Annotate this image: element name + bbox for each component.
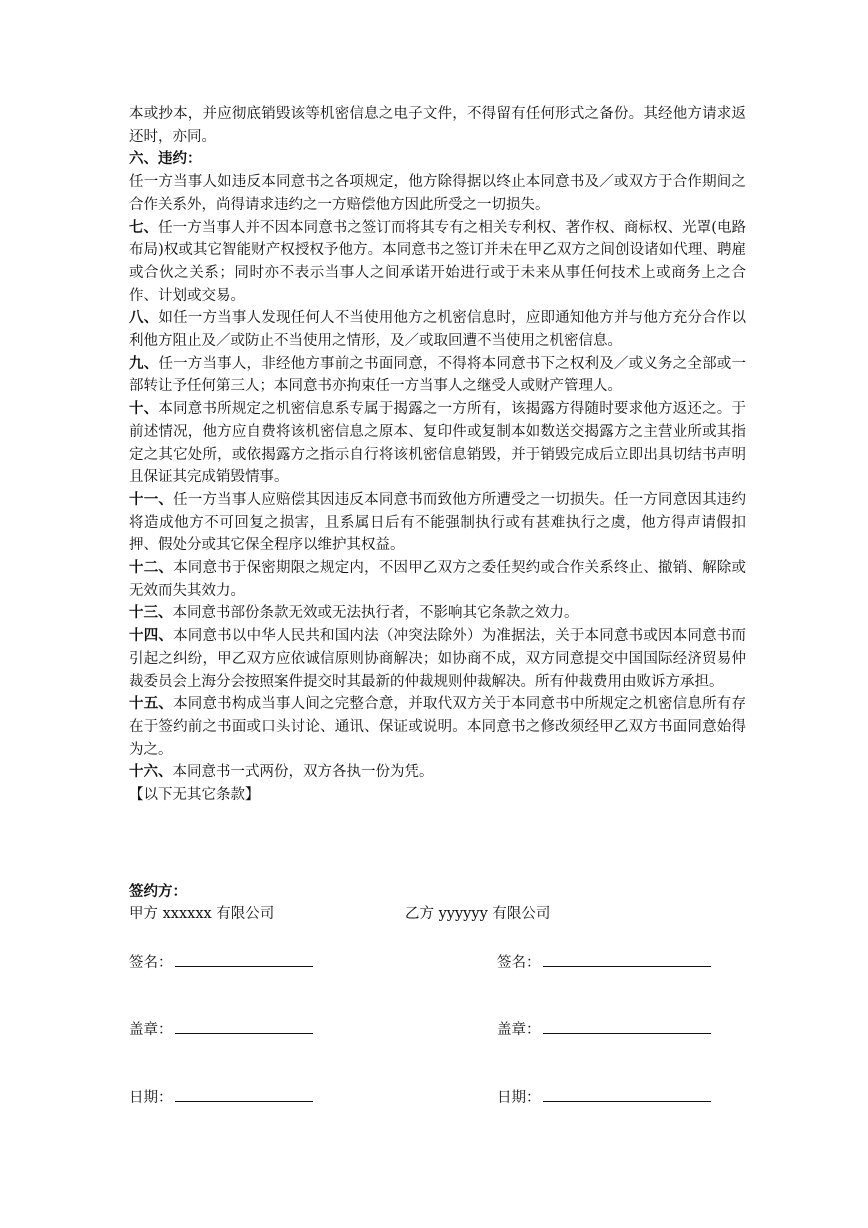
paragraph-breach [129,171,746,216]
contract-body [129,103,746,807]
clause-number: 十二、 [129,559,174,577]
party-b-signature-field [497,950,711,974]
end-of-clauses [129,784,746,807]
clause-number: 八、 [129,309,159,327]
clause-number: 十一、 [129,490,174,508]
signature-label: 签名： [497,955,541,971]
clause-number: 十四、 [129,627,174,645]
party-a-name: 甲方 xxxxxx 有限公司 [129,906,275,922]
clause-11 [129,489,746,557]
seal-blank-line [175,1017,313,1034]
clause-7 [129,217,746,308]
clause-text: 本同意书以中华人民共和国内法（冲突法除外）为准据法，关于本同意书或因本同意书而引起之纠纷，甲乙双方应依诚信原则协商解决；如协商不成，双方同意提交中国国际经济贸易仲裁委员会上海分会按照案件提交时其最新的仲裁规则仲裁解决。所有仲裁费用由败诉方承担。 [129,628,747,690]
clause-text: 本同意书所规定之机密信息系专属于揭露之一方所有，该揭露方得随时要求他方返还之。于前述情况，他方应自费将该机密信息之原本、复印件或复制本如数送交揭露方之主营业所或其指定之其它处所，或依揭露方之指示自行将该机密信息销毁，并于销毁完成后立即出具切结书声明且保证其完成销毁情事。 [129,401,746,486]
date-label: 日期： [497,1090,541,1106]
clause-text: 本同意书一式两份，双方各执一份为凭。 [172,764,434,781]
clause-number: 十六、 [129,763,173,781]
clause-14 [129,625,746,693]
clause-15 [129,693,746,761]
clause-number: 十三、 [129,604,173,622]
clause-number: 九、 [129,354,159,372]
date-label: 日期： [129,1090,173,1106]
paragraph-text: 任一方当事人如违反本同意书之各项规定，他方除得据以终止本同意书及／或双方于合作期间之合作关系外，尚得请求违约之一方赔偿他方因此所受之一切损失。 [129,174,746,213]
clause-number: 十、 [129,400,159,418]
paragraph-text: 【以下无其它条款】 [129,787,260,804]
clause-text: 本同意书构成当事人间之完整合意，并取代双方关于本同意书中所规定之机密信息所有存在于签约前之书面或口头讨论、通讯、保证或说明。本同意书之修改须经甲乙双方书面同意始得为之。 [129,696,747,758]
date-blank-line [175,1085,313,1102]
party-a-date-field [129,1085,313,1109]
clause-text: 任一方当事人，非经他方事前之书面同意，不得将本同意书下之权利及／或义务之全部或一部转让予任何第三人；本同意书亦拘束任一方当事人之继受人或财产管理人。 [129,355,746,395]
clause-16 [129,761,746,784]
clause-8 [129,307,746,352]
seal-blank-line [543,1017,711,1034]
clause-text: 本同意书于保密期限之规定内，不因甲乙双方之委任契约或合作关系终止、撤销、解除或无效而失其效力。 [129,560,747,599]
paragraph-intro [129,103,746,148]
party-b-date-field [497,1085,711,1109]
clause-text: 本同意书部份条款无效或无法执行者，不影响其它条款之效力。 [172,605,579,622]
clause-9 [129,353,746,398]
signatory-title: 签约方： [129,884,187,900]
section-heading-text: 六、违约： [129,150,202,168]
clause-text: 任一方当事人并不因本同意书之签订而将其专有之相关专利权、著作权、商标权、光罩(电路布局)权或其它智能财产权授权予他方。本同意书之签订并未在甲乙双方之间创设诸如代理、聘雇或合伙之关系；同时亦不表示当事人之间承诺开始进行或于未来从事任何技术上或商务上之合作、计划或交易。 [129,219,747,304]
clause-text: 任一方当事人应赔偿其因违反本同意书而致他方所遭受之一切损失。任一方同意因其违约将造成他方不可回复之损害，且系属日后有不能强制执行或有甚难执行之虞，他方得声请假扣押、假处分或其它保全程序以维护其权益。 [129,491,747,554]
party-a-signature-field [129,950,313,974]
clause-12 [129,557,746,602]
party-a-seal-field [129,1017,313,1041]
clause-13 [129,602,746,625]
clause-number: 七、 [129,218,159,236]
signature-blank-line [543,950,711,967]
party-b-name: 乙方 yyyyyy 有限公司 [405,906,551,922]
clause-number: 十五、 [129,695,174,713]
signature-label: 签名： [129,955,173,971]
clause-text: 如任一方当事人发现任何人不当使用他方之机密信息时，应即通知他方并与他方充分合作以利他方阻止及／或防止不当使用之情形，及／或取回遭不当使用之机密信息。 [129,310,746,350]
paragraph-text: 本或抄本，并应彻底销毁该等机密信息之电子文件，不得留有任何形式之备份。其经他方请求返还时，亦同。 [129,106,746,145]
date-blank-line [543,1085,711,1102]
seal-label: 盖章： [497,1022,541,1038]
clause-10 [129,398,746,489]
seal-label: 盖章： [129,1022,173,1038]
section-heading-breach [129,148,746,171]
party-b-seal-field [497,1017,711,1041]
signature-blank-line [175,950,313,967]
